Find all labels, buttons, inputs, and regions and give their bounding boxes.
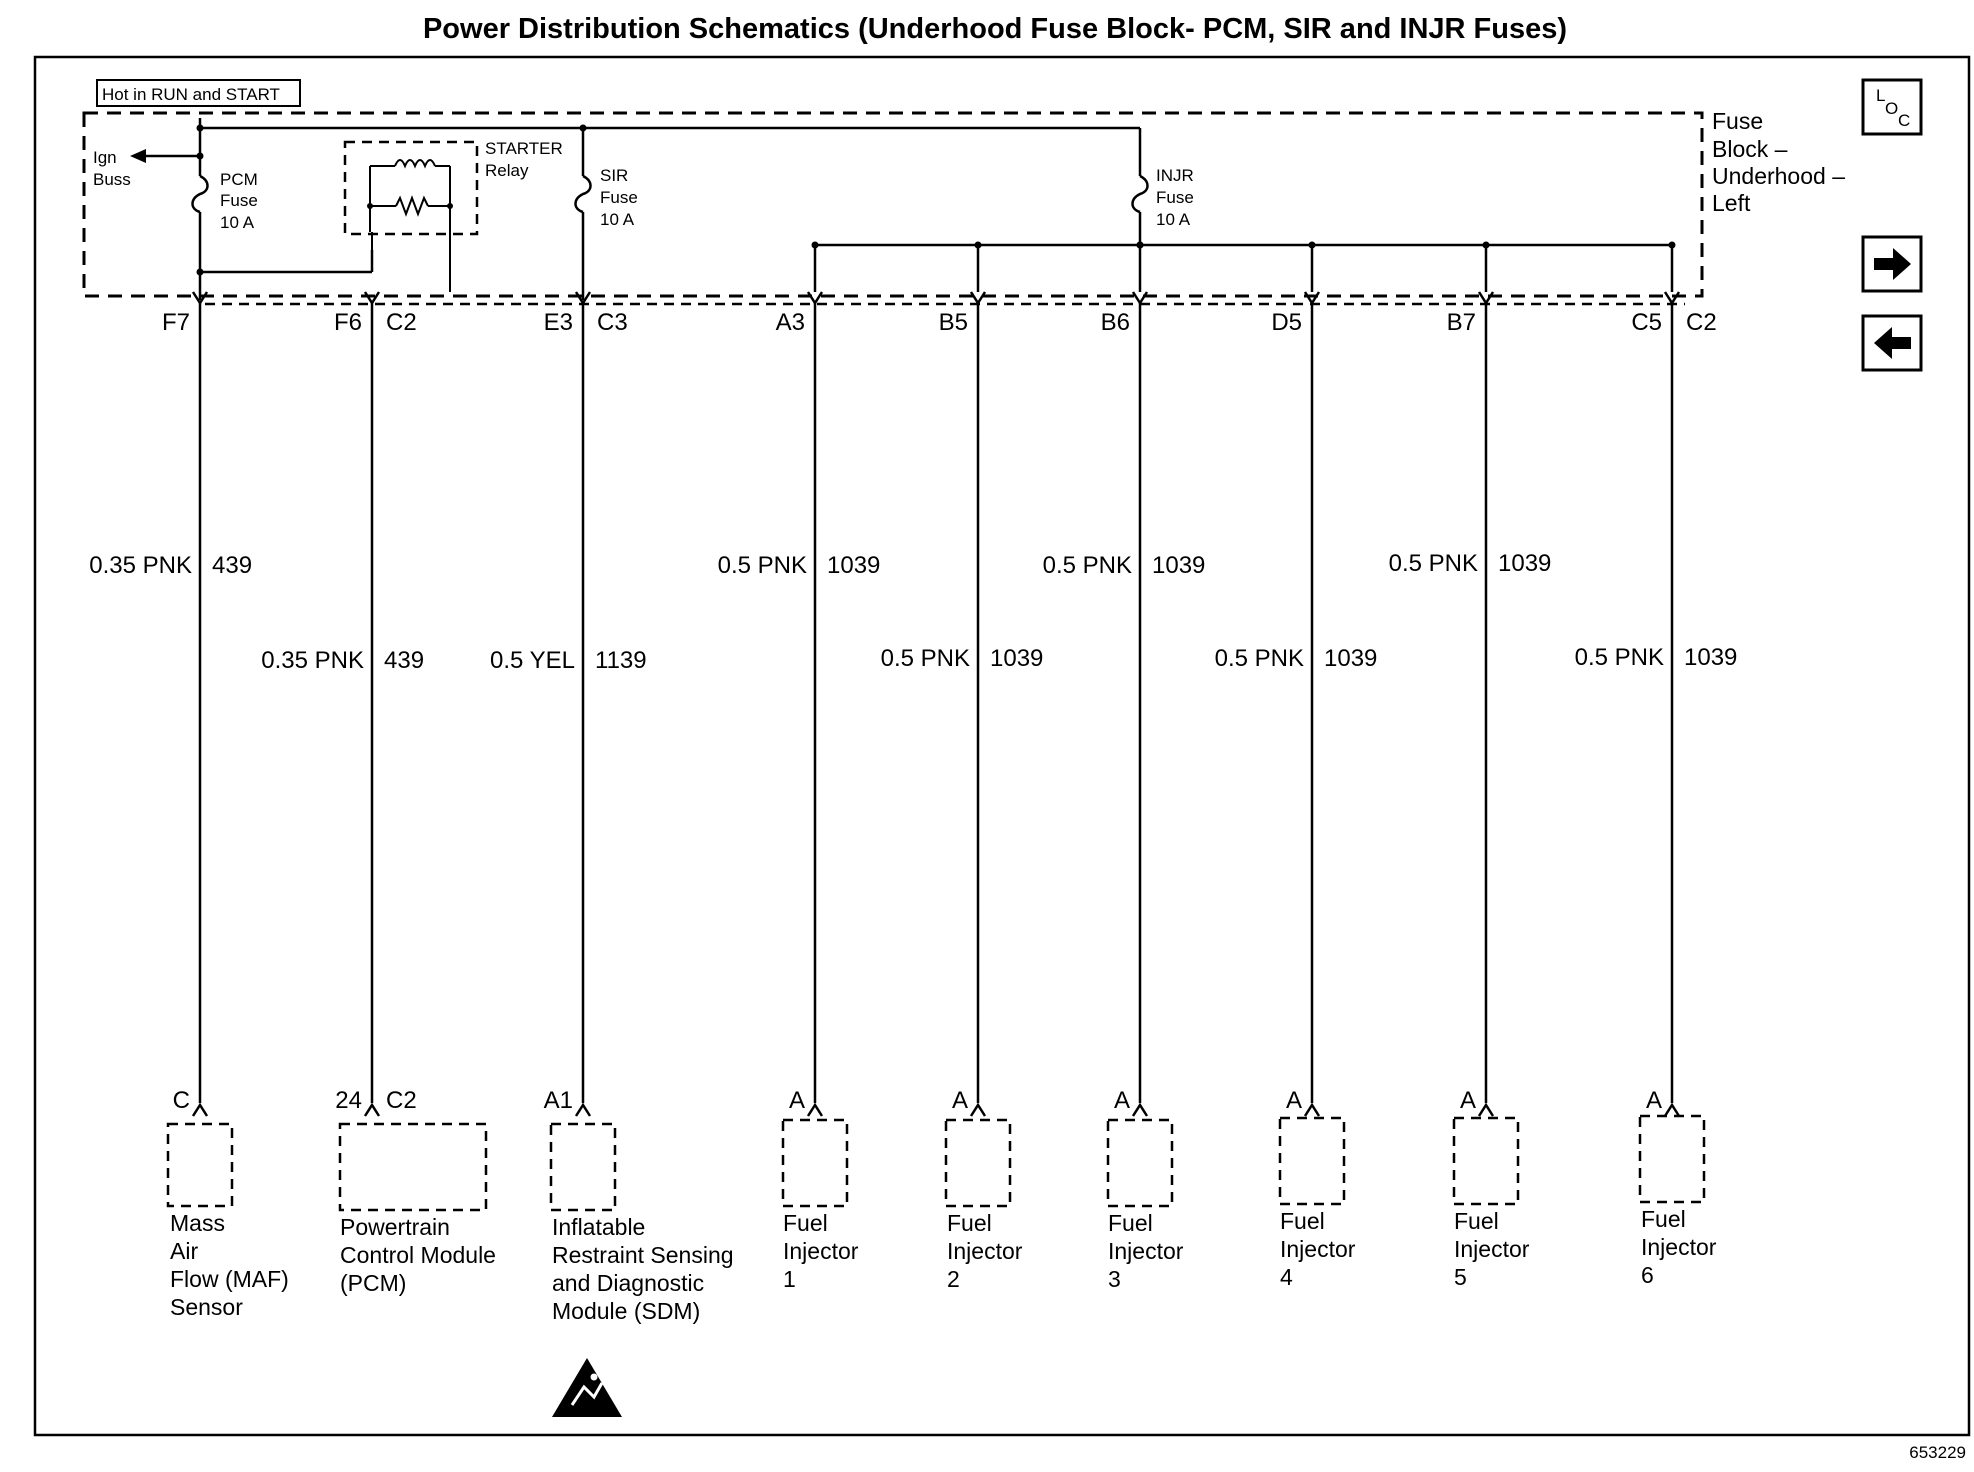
- bottom-pin-label: C: [172, 1087, 190, 1114]
- fuse-block-label-4: Left: [1712, 190, 1751, 216]
- component-name: Powertrain: [340, 1214, 450, 1240]
- circuit-9: [1575, 242, 1738, 1289]
- bottom-pin-label: A: [1459, 1087, 1476, 1114]
- pcm-fuse-label-2: Fuse: [220, 191, 258, 210]
- component-name: Injector: [1641, 1234, 1717, 1260]
- wire-size-color: 0.5 PNK: [717, 552, 807, 579]
- next-page-button[interactable]: [1863, 237, 1921, 291]
- loc-button-o: O: [1885, 99, 1899, 118]
- top-pin-label: F6: [333, 309, 362, 336]
- ign-buss-label-1: Ign: [93, 148, 117, 167]
- page-title: Power Distribution Schematics (Underhood Fuse Block- PCM, SIR and INJR Fuses): [422, 13, 1568, 45]
- top-pin-label: B7: [1446, 309, 1476, 336]
- circuit-8: [1389, 242, 1552, 1291]
- circuit-7: [1215, 242, 1378, 1291]
- circuit-number: 1039: [1324, 645, 1378, 672]
- component-name: 1: [783, 1266, 796, 1292]
- circuit-4: [718, 242, 881, 1293]
- injr-fuse: [1133, 128, 1194, 249]
- starter-relay: [345, 139, 563, 292]
- sir-fuse-label-2: Fuse: [600, 188, 638, 207]
- bottom-terminal: [1665, 1105, 1679, 1116]
- component-name: Fuel: [1108, 1210, 1153, 1236]
- component-box: [551, 1124, 615, 1210]
- sir-fuse-label-3: 10 A: [600, 210, 635, 229]
- component-name: 3: [1108, 1266, 1121, 1292]
- fuse-block-label-3: Underhood –: [1712, 163, 1845, 189]
- bottom-pin-label: A: [1285, 1087, 1302, 1114]
- component-box: [1108, 1120, 1172, 1206]
- bottom-terminal: [971, 1105, 985, 1116]
- circuit-number: 439: [384, 647, 425, 674]
- circuit-6: [1043, 242, 1206, 1293]
- circuits: [89, 242, 1737, 1325]
- sir-fuse-label-1: SIR: [600, 166, 629, 185]
- wire-size-color: 0.5 PNK: [880, 645, 970, 672]
- bottom-pin-label: A1: [543, 1087, 573, 1114]
- top-terminal: [1479, 292, 1493, 303]
- bottom-pin-label: A: [1113, 1087, 1130, 1114]
- component-name: and Diagnostic: [552, 1270, 705, 1296]
- component-name: Fuel: [1280, 1208, 1325, 1234]
- top-terminal: [971, 292, 985, 303]
- component-name: Air: [170, 1238, 199, 1264]
- component-name: Flow (MAF): [170, 1266, 289, 1292]
- top-connector-label: C2: [1686, 309, 1717, 336]
- component-name: 5: [1454, 1264, 1467, 1290]
- wire-size-color: 0.5 PNK: [1042, 552, 1132, 579]
- component-name: Inflatable: [552, 1214, 646, 1240]
- ign-buss-label-2: Buss: [93, 170, 131, 189]
- top-terminal: [1133, 292, 1147, 303]
- pcm-fuse-label-1: PCM: [220, 170, 258, 189]
- top-terminal: [808, 292, 822, 303]
- esd-warning-icon: [552, 1358, 622, 1417]
- bottom-pin-label: A: [1645, 1087, 1662, 1114]
- component-box: [1280, 1118, 1344, 1204]
- bottom-pin-label: 24: [335, 1087, 362, 1114]
- pcm-fuse: [193, 125, 258, 301]
- top-pin-label: E3: [543, 309, 573, 336]
- circuit-2: [261, 292, 496, 1296]
- component-box: [1454, 1118, 1518, 1204]
- top-pin-label: B6: [1100, 309, 1130, 336]
- injr-fuse-label-3: 10 A: [1156, 210, 1191, 229]
- bottom-terminal: [365, 1105, 379, 1116]
- circuit-number: 1039: [1684, 644, 1738, 671]
- top-pin-label: F7: [161, 309, 190, 336]
- component-name: Injector: [783, 1238, 859, 1264]
- component-box: [783, 1120, 847, 1206]
- wire-size-color: 0.35 PNK: [261, 647, 364, 674]
- circuit-number: 1039: [827, 552, 881, 579]
- top-connector-label: C3: [597, 309, 628, 336]
- component-box: [946, 1120, 1010, 1206]
- fuse-block-outline: [84, 113, 1702, 296]
- splice-dot: [975, 242, 982, 249]
- component-name: Fuel: [1454, 1208, 1499, 1234]
- component-name: Injector: [947, 1238, 1023, 1264]
- circuit-number: 1039: [1498, 550, 1552, 577]
- pcm-fuse-label-3: 10 A: [220, 213, 255, 232]
- component-name: Injector: [1108, 1238, 1184, 1264]
- bottom-terminal: [576, 1105, 590, 1116]
- component-name: Restraint Sensing: [552, 1242, 734, 1268]
- bottom-terminal: [1479, 1105, 1493, 1116]
- circuit-number: 1139: [595, 647, 647, 674]
- starter-relay-label-2: Relay: [485, 161, 529, 180]
- bottom-pin-label: A: [788, 1087, 805, 1114]
- loc-button-l: L: [1876, 86, 1886, 105]
- document-number: 653229: [1909, 1443, 1966, 1462]
- component-name: 4: [1280, 1264, 1293, 1290]
- top-pin-label: C5: [1631, 309, 1662, 336]
- wire-size-color: 0.5 PNK: [1574, 644, 1664, 671]
- previous-page-button[interactable]: [1863, 316, 1921, 370]
- ign-buss: [93, 148, 200, 189]
- splice-dot: [812, 242, 819, 249]
- component-box: [168, 1124, 232, 1206]
- component-name: 2: [947, 1266, 960, 1292]
- bottom-terminal: [808, 1105, 822, 1116]
- wire-size-color: 0.5 PNK: [1214, 645, 1304, 672]
- bottom-pin-label: A: [951, 1087, 968, 1114]
- component-box: [340, 1124, 486, 1210]
- component-name: Fuel: [947, 1210, 992, 1236]
- injr-fuse-label-1: INJR: [1156, 166, 1194, 185]
- wire-size-color: 0.35 PNK: [89, 552, 192, 579]
- circuit-number: 439: [212, 552, 253, 579]
- top-connector-label: C2: [386, 309, 417, 336]
- component-name: (PCM): [340, 1270, 407, 1296]
- top-pin-label: D5: [1271, 309, 1302, 336]
- starter-relay-label-1: STARTER: [485, 139, 563, 158]
- circuit-5: [881, 242, 1044, 1293]
- circuit-number: 1039: [990, 645, 1044, 672]
- circuit-3: [490, 292, 734, 1324]
- component-name: Injector: [1454, 1236, 1530, 1262]
- splice-dot: [1483, 242, 1490, 249]
- fuse-block-label-2: Block –: [1712, 136, 1788, 162]
- bottom-terminal: [1133, 1105, 1147, 1116]
- bottom-terminal: [193, 1105, 207, 1116]
- component-name: Mass: [170, 1210, 225, 1236]
- component-box: [1640, 1116, 1704, 1202]
- component-name: Sensor: [170, 1294, 243, 1320]
- circuit-number: 1039: [1152, 552, 1206, 579]
- bottom-terminal: [1305, 1105, 1319, 1116]
- bottom-connector-label: C2: [386, 1087, 417, 1114]
- component-name: Control Module: [340, 1242, 496, 1268]
- top-pin-label: A3: [775, 309, 805, 336]
- loc-button-c: C: [1898, 111, 1911, 130]
- component-name: Fuel: [1641, 1206, 1686, 1232]
- hot-label: Hot in RUN and START: [102, 85, 280, 104]
- circuit-1: [89, 292, 289, 1320]
- splice-dot: [1669, 242, 1676, 249]
- loc-button[interactable]: [1863, 80, 1921, 134]
- component-name: Module (SDM): [552, 1298, 701, 1324]
- component-name: 6: [1641, 1262, 1654, 1288]
- splice-dot: [1137, 242, 1144, 249]
- wire-size-color: 0.5 YEL: [490, 647, 575, 674]
- splice-dot: [1309, 242, 1316, 249]
- top-pin-label: B5: [938, 309, 968, 336]
- component-name: Fuel: [783, 1210, 828, 1236]
- injr-fuse-label-2: Fuse: [1156, 188, 1194, 207]
- component-name: Injector: [1280, 1236, 1356, 1262]
- sir-fuse: [576, 125, 638, 301]
- wire-size-color: 0.5 PNK: [1388, 550, 1478, 577]
- fuse-block-label-1: Fuse: [1712, 108, 1764, 134]
